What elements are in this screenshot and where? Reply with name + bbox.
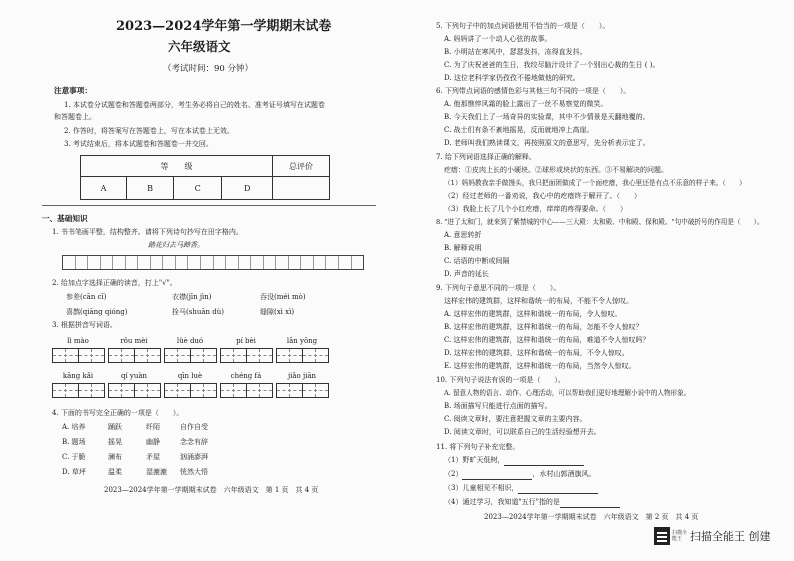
q11-blank-4[interactable]: [560, 498, 620, 508]
question-9: 9. 下列句子意思不同的一项是（ ）。: [436, 284, 561, 292]
q4-d-4: 恍然大悟: [180, 468, 208, 476]
total-header: 总评价: [273, 156, 330, 177]
question-3: 3. 根据拼音写词语。: [52, 321, 117, 329]
answer-box[interactable]: [78, 383, 105, 398]
q6-option-b[interactable]: B. 今天我们上了一场奇异的实验课，其中不少情景是天翻地覆的。: [444, 113, 650, 121]
q5-option-c[interactable]: C. 为了庆祝爸爸的生日，我绞尽脑汁设计了一个别出心裁的生日 ( )。: [444, 61, 660, 69]
notice-1b: 和答题卷上。: [54, 113, 96, 121]
answer-box[interactable]: [108, 383, 135, 398]
answer-box[interactable]: [134, 348, 161, 363]
q2-item-3[interactable]: 吞没(méi mò): [260, 293, 306, 301]
q4-d-2: 温柔: [108, 468, 122, 476]
q11-item-2-text: （2）: [444, 470, 463, 478]
notice-2: 2. 作答时，将答案写在答题卷上，写在本试卷上无效。: [64, 127, 234, 135]
answer-box[interactable]: [220, 348, 247, 363]
q10-option-b[interactable]: B. 场面描写只能进行点面的描写。: [444, 402, 552, 410]
q4-b-1[interactable]: B. 题场: [62, 438, 86, 446]
pinyin-1: lì mào: [67, 337, 89, 345]
answer-box[interactable]: [302, 348, 329, 363]
q4-d-3: 湿漉漉: [146, 468, 167, 476]
grade-table: [80, 155, 330, 200]
q4-b-4: 念念有辞: [180, 438, 208, 446]
pinyin-2: rǒu mèi: [120, 337, 148, 345]
question-2: 2. 给加点字选择正确的读音，打上"√"。: [52, 279, 177, 287]
q4-a-2: 踊跃: [108, 423, 122, 431]
q7-item-3[interactable]: （3）我脸上长了几个小红疙瘩，痒痒的疼得要命。（ ）: [444, 205, 627, 213]
q11-item-4: [444, 498, 620, 508]
q6-option-d[interactable]: D. 老师叫我们熟读课文，再按照原文的意思写，先分析表示定了。: [444, 139, 650, 147]
q4-c-2: 澜布: [108, 453, 122, 461]
q9-option-c[interactable]: C. 这样宏伟的建筑群，这样和谐统一的布局，难道不令人惊叹吗？: [444, 336, 650, 344]
answer-box[interactable]: [246, 383, 273, 398]
pinyin-10: jiǎo jiān: [287, 372, 317, 380]
q10-option-d[interactable]: D. 阅读文章时，可以联系自己的生活经验想开去。: [444, 428, 601, 436]
q2-item-5[interactable]: 拴马(shuān dù): [172, 308, 224, 316]
q11-item-3-text: （3）儿童相见不相识，: [444, 484, 519, 492]
q9-option-e[interactable]: E. 这样宏伟的建筑群，这样和谐统一的布局，当然令人惊叹。: [444, 362, 636, 370]
divider: [42, 205, 376, 206]
q11-item-2: [444, 470, 595, 480]
q9-stem: 这样宏伟的建筑群，这样和谐统一的布局，不能不令人惊叹。: [444, 297, 633, 305]
answer-box[interactable]: [164, 348, 191, 363]
question-5: 5. 下列句子中的加点词语使用不恰当的一项是（ ）。: [436, 22, 610, 30]
answer-box[interactable]: [190, 348, 217, 363]
grade-c: C: [174, 177, 222, 200]
q7-item-2[interactable]: （2）经过老师的一番劝说，我心中的疙瘩终于解开了。（ ）: [444, 192, 641, 200]
page-1-footer: 2023—2024学年第一学期期末试卷 六年级语文 第 1 页 共 4 页: [104, 486, 319, 494]
answer-box[interactable]: [276, 348, 303, 363]
q4-c-4: 汹涌澎湃: [180, 453, 208, 461]
q11-blank-3[interactable]: [518, 484, 598, 494]
q4-d-1[interactable]: D. 草坪: [62, 468, 86, 476]
q8-option-c[interactable]: C. 话语的中断或间隔: [444, 257, 510, 265]
q6-option-c[interactable]: C. 战士们有条不紊地摇晃，反而就地冲上高崖。: [444, 126, 594, 134]
notice-3: 3. 考试结束后，将本试题卷和答题卷一并交回。: [64, 140, 213, 148]
pinyin-3: lüè duó: [176, 337, 204, 345]
answer-box[interactable]: [78, 348, 105, 363]
q10-option-a[interactable]: A. 留意人物的语言、动作、心理活动，可以帮助我们更好地理解小说中的人物形象。: [444, 389, 691, 397]
notice-heading: 注意事项：: [54, 86, 92, 95]
q2-item-1[interactable]: 参差(cān cī): [66, 293, 107, 301]
scanner-logo-icon: [654, 527, 670, 545]
exam-title: 2023—2024学年第一学期期末试卷: [116, 19, 332, 34]
q9-option-d[interactable]: D. 这样宏伟的建筑群，这样和谐统一的布局，不令人惊叹。: [444, 349, 629, 357]
section-1-heading: 一、基础知识: [42, 214, 88, 223]
answer-box[interactable]: [52, 348, 79, 363]
grade-b: B: [127, 177, 174, 200]
pinyin-7: qí yuàn: [120, 372, 148, 380]
q11-blank-2[interactable]: [462, 470, 532, 480]
q8-option-d[interactable]: D. 声音的延长: [444, 270, 489, 278]
q2-item-2[interactable]: 衣襟(jīn jìn): [172, 293, 212, 301]
q11-item-4-text: （4）通过学习，我知道"五行"指的是: [444, 498, 560, 506]
q4-b-3: 幽静: [146, 438, 160, 446]
q2-item-6[interactable]: 缝隙(xì xì): [260, 308, 295, 316]
q7-item-1[interactable]: （1）妈妈教我亲手做馒头，我只把面团做成了一个面疙瘩，我心里还是有点不乐意的样子来。（ ）: [444, 179, 746, 187]
q8-option-b[interactable]: B. 解释说明: [444, 244, 482, 252]
q9-option-a[interactable]: A. 这样宏伟的建筑群，这样和谐统一的布局，令人惊叹。: [444, 310, 622, 318]
question-8: 8. "进了太和门，就来到了紫禁城的中心——三大殿：太和殿、中和殿、保和殿。"句中破折号的作用是（ ）。: [436, 218, 764, 226]
notice-1: 1. 本试卷分试题卷和答题卷两部分，考生务必将自己的姓名、准考证号填写在试题卷: [64, 101, 325, 109]
q2-item-4[interactable]: 喜鹊(qiāng qióng): [66, 308, 128, 316]
q4-a-3: 纤陌: [146, 423, 160, 431]
question-11: 11. 将下列句子补充完整。: [436, 443, 520, 451]
answer-box[interactable]: [190, 383, 217, 398]
pinyin-6: kāng kǎi: [62, 372, 94, 380]
q11-item-2-tail: ，水村山郭酒旗风。: [532, 470, 596, 478]
grade-header: 等 级: [81, 156, 273, 177]
pinyin-8: qīn luè: [177, 372, 203, 380]
question-6: 6. 下列带点词语的感情色彩与其他三句不同的一项是（ ）。: [436, 87, 631, 95]
question-1: 1. 书书笔画平整，结构整齐。请将下列诗句抄写在田字格内。: [52, 228, 243, 236]
q11-blank-1[interactable]: [504, 456, 584, 466]
q6-option-a[interactable]: A. 他那憔悴风霜的脸上露出了一丝不易察觉的微笑。: [444, 100, 608, 108]
q10-option-c[interactable]: C. 阅读文章时，要注意把握文章的主要内容。: [444, 415, 587, 423]
scanner-logo-text: 扫描全能王: [672, 530, 688, 542]
pinyin-5: lǎn yōng: [286, 337, 318, 345]
exam-page-2: [408, 0, 794, 561]
answer-box[interactable]: [134, 383, 161, 398]
answer-box[interactable]: [220, 383, 247, 398]
pinyin-9: chéng fá: [230, 372, 262, 380]
exam-subject: 六年级语文: [168, 39, 231, 54]
q7-definition: 疙瘩：①皮肉上长的小硬块。②球形或块状的东西。③不易解决的问题。: [444, 166, 668, 174]
answer-box[interactable]: [108, 348, 135, 363]
answer-box[interactable]: [52, 383, 79, 398]
q4-a-1[interactable]: A. 培养: [62, 423, 86, 431]
grade-a: A: [81, 177, 127, 200]
question-10: 10. 下列句子说法有误的一项是（ ）。: [436, 376, 565, 384]
writing-grid[interactable]: [62, 255, 364, 270]
answer-box[interactable]: [276, 383, 303, 398]
total-cell: [273, 177, 330, 200]
q4-c-3: 矛屋: [146, 453, 160, 461]
answer-box[interactable]: [302, 383, 329, 398]
grade-d: D: [222, 177, 273, 200]
q5-option-d[interactable]: D. 这位老科学家仍孜孜不倦地做他的研究。: [444, 74, 580, 82]
q4-a-4: 自作自受: [180, 423, 208, 431]
scanner-brand: 扫描全能王 创建: [690, 530, 771, 543]
q11-item-1: [444, 456, 584, 466]
pinyin-4: pí bèi: [236, 337, 256, 345]
answer-box[interactable]: [164, 383, 191, 398]
question-1-poem: 踏花归去马蹄香。: [148, 241, 204, 249]
q4-c-1[interactable]: C. 于脆: [62, 453, 86, 461]
q5-option-a[interactable]: A. 妈妈讲了一个动人心弦的故事。: [444, 35, 552, 43]
q11-item-3: [444, 484, 598, 494]
answer-box[interactable]: [246, 348, 273, 363]
page-2-footer: 2023—2024学年第一学期期末试卷 六年级语文 第 2 页 共 4 页: [484, 513, 699, 521]
question-7: 7. 给下列词语选择正确的解释。: [436, 153, 536, 161]
q9-option-b[interactable]: B. 这样宏伟的建筑群，这样和谐统一的布局，怎能不令人惊叹？: [444, 323, 643, 331]
q8-option-a[interactable]: A. 意思转折: [444, 231, 482, 239]
q5-option-b[interactable]: B. 小明站在寒风中，瑟瑟发抖，冻得直发抖。: [444, 48, 587, 56]
q4-b-2: 摇晃: [108, 438, 122, 446]
exam-time: （考试时间：90 分钟）: [163, 64, 254, 74]
question-4: 4. 下面的书写完全正确的一项是（ ）。: [52, 409, 184, 417]
q11-item-1-text: （1）野旷天低树，: [444, 456, 505, 464]
